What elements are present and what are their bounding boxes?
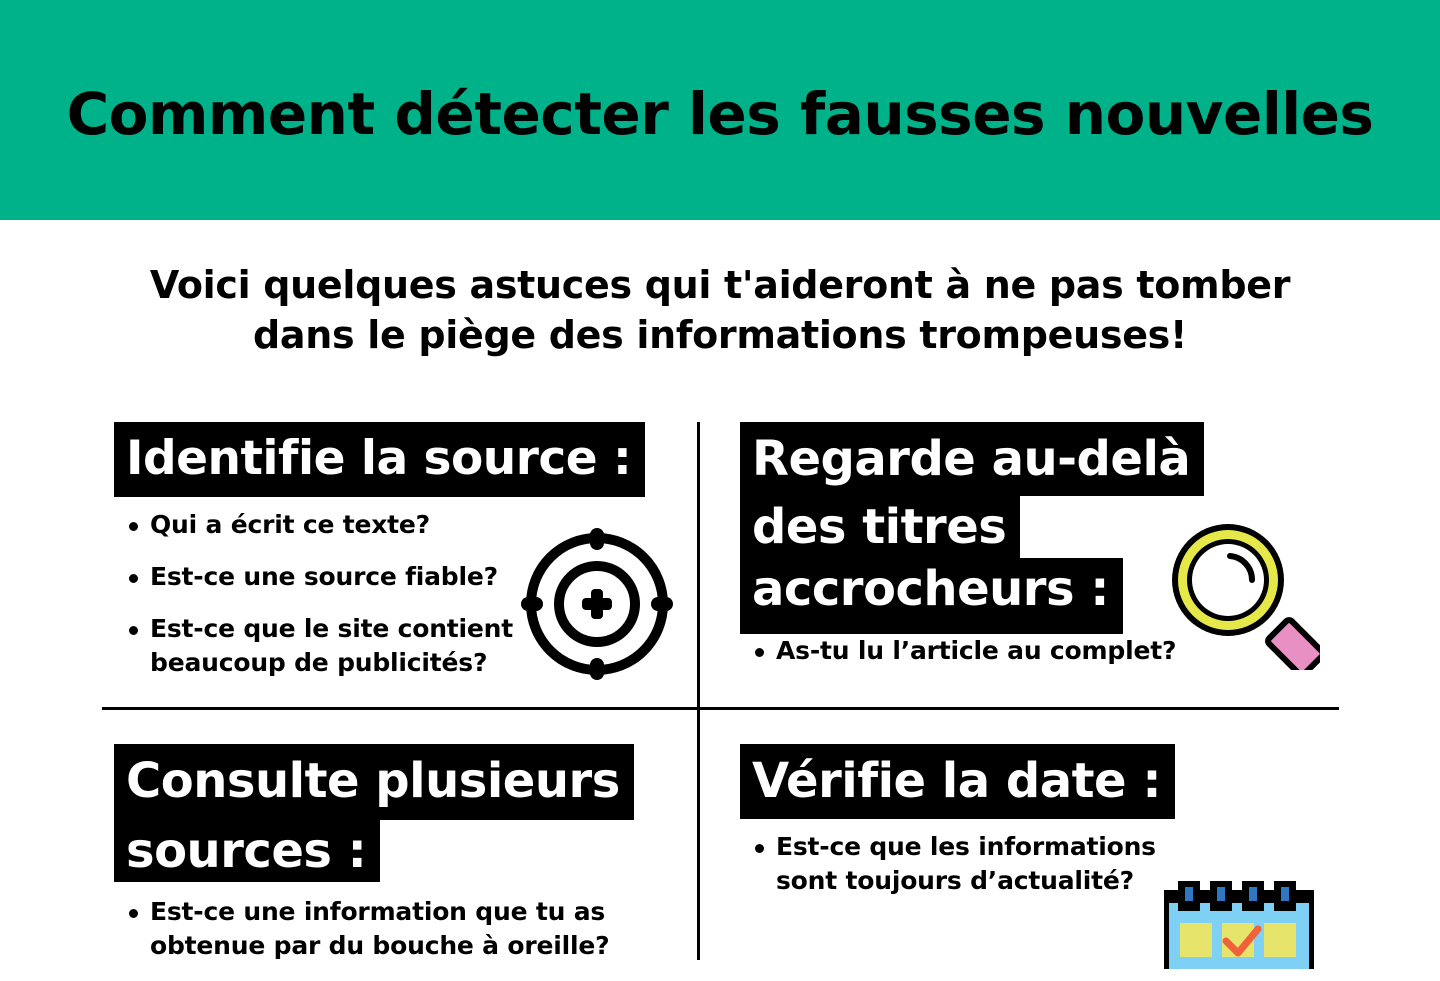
- list-item: Qui a écrit ce texte?: [126, 508, 526, 542]
- intro-line-1: Voici quelques astuces qui t'aideront à ne pas tomber: [149, 263, 1291, 307]
- section-list-look-beyond: [752, 634, 1212, 686]
- section-heading-look-beyond: Regarde au-delà des titres accrocheurs :: [740, 422, 1204, 620]
- section-heading-check-date: Vérifie la date :: [740, 744, 1175, 819]
- calendar-check-icon: [1164, 879, 1314, 973]
- magnifying-glass-icon: [1166, 520, 1320, 674]
- target-icon: [520, 527, 674, 685]
- list-item: Est-ce une source fiable?: [126, 560, 526, 594]
- intro-line-2: dans le piège des informations trompeuses!: [252, 313, 1188, 357]
- section-list-identify-source: [126, 508, 526, 698]
- list-item: Est-ce une information que tu as obtenue par du bouche à oreille?: [126, 895, 646, 963]
- section-heading-consult-sources: Consulte plusieurs sources :: [114, 744, 634, 882]
- page-title: Comment détecter les fausses nouvelles: [66, 80, 1374, 148]
- section-list-check-date: [752, 830, 1172, 916]
- section-heading-identify-source: Identifie la source :: [114, 422, 645, 497]
- intro-text: [0, 260, 1440, 360]
- list-item: As-tu lu l’article au complet?: [752, 634, 1212, 668]
- vertical-divider: [697, 422, 700, 960]
- horizontal-divider: [102, 707, 1339, 710]
- list-item: Est-ce que le site contient beaucoup de publicités?: [126, 612, 526, 680]
- list-item: Est-ce que les informations sont toujours d’actualité?: [752, 830, 1172, 898]
- header-banner: [0, 0, 1440, 220]
- section-list-consult-sources: [126, 895, 646, 981]
